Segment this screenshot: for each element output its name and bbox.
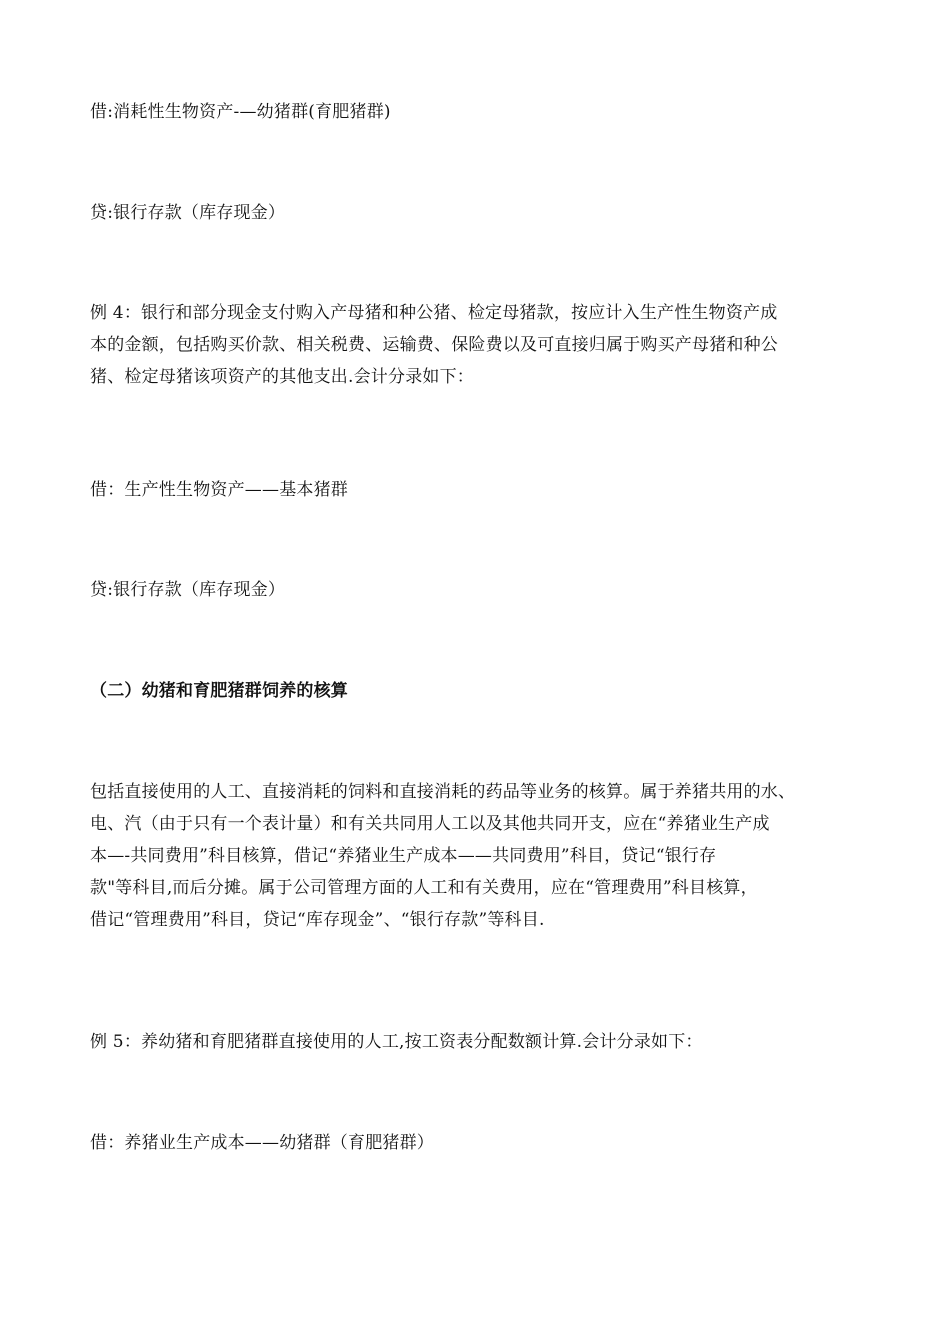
credit-entry-bank-deposit-2: 贷:银行存款（库存现金） <box>90 580 286 600</box>
debit-entry-consumable-assets: 借:消耗性生物资产-—幼猪群(育肥猪群) <box>90 102 391 122</box>
section-body-paragraph <box>90 776 865 936</box>
section-body-line-4: 款"等科目,而后分摊。属于公司管理方面的人工和有关费用，应在“管理费用”科目核算， <box>90 878 758 898</box>
example-4-paragraph <box>90 297 865 393</box>
credit-entry-bank-deposit: 贷:银行存款（库存现金） <box>90 203 286 223</box>
section-body-line-3: 本—-共同费用”科目核算，借记“养猪业生产成本——共同费用”科目，贷记“银行存 <box>90 846 717 866</box>
section-body-line-5: 借记“管理费用”科目，贷记“库存现金”、“银行存款”等科目. <box>90 910 545 930</box>
example-4-line-2: 本的金额，包括购买价款、相关税费、运输费、保险费以及可直接归属于购买产母猪和种公 <box>90 335 778 355</box>
example-5-line: 例 5：养幼猪和育肥猪群直接使用的人工,按工资表分配数额计算.会计分录如下： <box>90 1032 703 1052</box>
debit-entry-productive-assets: 借：生产性生物资产——基本猪群 <box>90 480 348 500</box>
debit-entry-piglet-production-cost: 借：养猪业生产成本——幼猪群（育肥猪群） <box>90 1133 434 1153</box>
example-4-line-3: 猪、检定母猪该项资产的其他支出.会计分录如下： <box>90 367 475 387</box>
section-heading: （二）幼猪和育肥猪群饲养的核算 <box>90 681 348 701</box>
example-4-line-1: 例 4：银行和部分现金支付购入产母猪和种公猪、检定母猪款，按应计入生产性生物资产成 <box>90 303 778 323</box>
section-body-line-1: 包括直接使用的人工、直接消耗的饲料和直接消耗的药品等业务的核算。属于养猪共用的水、 <box>90 782 796 802</box>
section-body-line-2: 电、汽（由于只有一个表计量）和有关共同用人工以及其他共同开支，应在“养猪业生产成 <box>90 814 770 834</box>
